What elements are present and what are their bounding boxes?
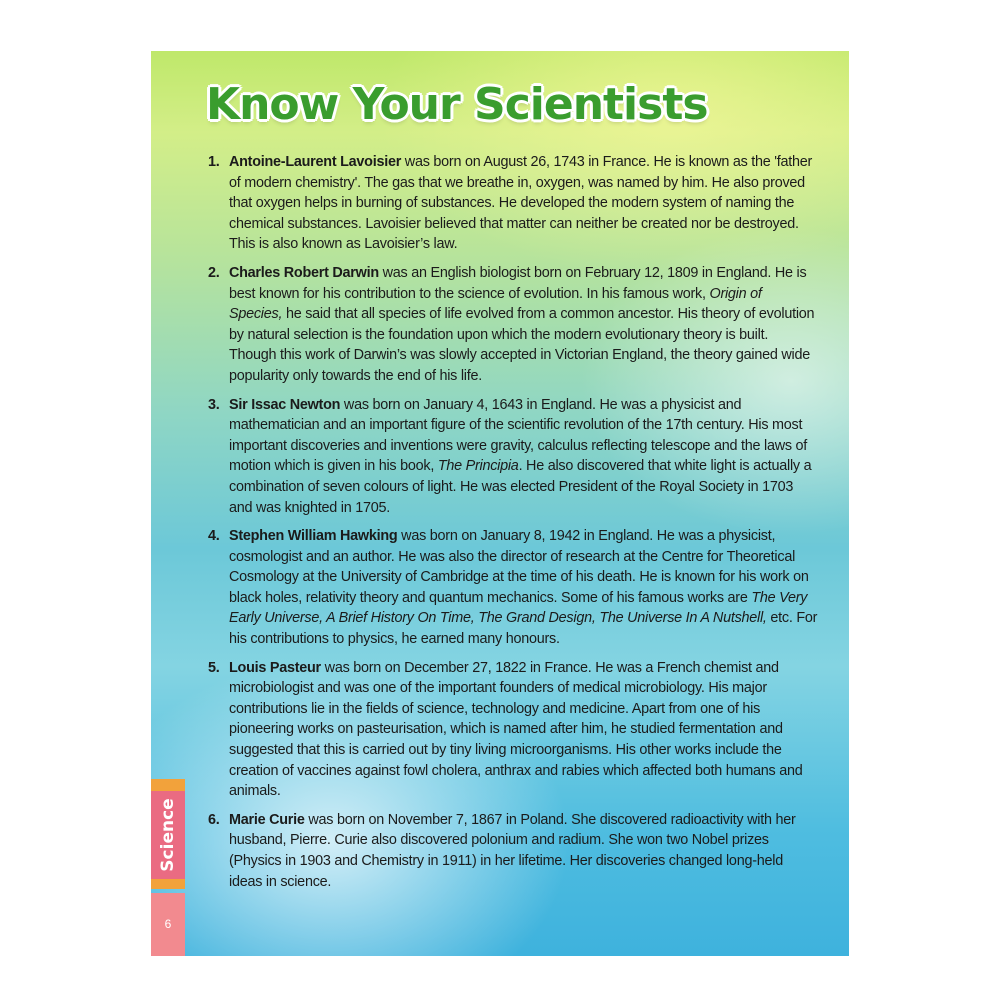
item-number: 4.	[208, 528, 220, 545]
scientist-name: Louis Pasteur	[229, 659, 321, 676]
book-page	[151, 51, 849, 956]
scientist-description: was born on January 4, 1643 in England. He was a physicist and mathematician and an important figure of the scientific revolution of the 17th century. His most important discoveries and inventions were gravity, calculus reflecting telescope and the laws of motion which is given in his book,	[229, 396, 808, 475]
page-number: 6	[164, 917, 172, 931]
item-number: 1.	[208, 154, 220, 170]
scientist-description: was born on November 7, 1867 in Poland. She discovered radioactivity with her husband, Pierre. Curie also discovered polonium and radium. She won two Nobel prizes (Physics in 1903 and Chemistry in 1911) in her lifetime. Her discoveries changed long-held ideas in science.	[229, 811, 796, 890]
scientist-description: was born on August 26, 1743 in France. He is known as the 'father of modern chemistry'. The gas that we breathe in, oxygen, was named by him. He also proved that oxygen helps in burning of substances. He developed the modern system of naming the chemical substances. Lavoisier believed that matter can neither be created nor be destroyed. This is also known as Lavoisier’s law.	[229, 154, 813, 253]
subject-side-tab	[151, 779, 185, 889]
book-title: The Principia	[437, 458, 519, 475]
list-item-darwin	[208, 263, 818, 387]
scientist-name: Marie Curie	[229, 811, 305, 828]
scientist-name: Stephen William Hawking	[229, 528, 398, 545]
list-item-newton	[208, 395, 818, 519]
page-number-box	[151, 893, 185, 956]
list-item-pasteur	[208, 658, 818, 802]
scientist-name: Charles Robert Darwin	[229, 264, 379, 281]
scientist-description-cont: he said that all species of life evolved from a common ancestor. His theory of evolution by natural selection is the foundation upon which the modern evolutionary theory is built. Though this work of Darwin’s was slowly accepted in Victorian England, the theory gained wide popularity only towards the end of his life.	[229, 306, 815, 384]
page-title: Know Your Scientists	[206, 79, 708, 130]
scientist-name: Antoine-Laurent Lavoisier	[229, 154, 402, 170]
scientist-description: was born on January 8, 1942 in England. He was a physicist, cosmologist and an author. He was also the director of research at the Centre for Theoretical Cosmology at the University of Cambridge at the time of his death. He is known for his work on black holes, relativity theory and quantum mechanics. Some of his famous works are	[229, 528, 809, 606]
subject-label: Science	[158, 798, 178, 872]
list-item-hawking	[208, 526, 818, 650]
scientist-description: was an English biologist born on February 12, 1809 in England. He is best known for his contribution to the science of evolution. In his famous work,	[229, 264, 807, 302]
item-number: 3.	[208, 396, 220, 413]
subject-side-tab-inner	[151, 791, 185, 879]
list-item-curie	[208, 810, 818, 892]
scientist-list	[208, 152, 818, 900]
book-title: The Very Early Universe, A Brief History On Time, The Grand Design, The Universe In A Nutshell,	[229, 589, 808, 627]
scientist-description-cont: . He also discovered that white light is actually a combination of seven colours of light. He was elected President of the Royal Society in 1703 and was knighted in 1705.	[229, 458, 812, 516]
item-number: 2.	[208, 264, 220, 281]
scientist-name: Sir Issac Newton	[229, 396, 341, 413]
item-number: 5.	[208, 659, 220, 676]
scientist-description-cont: etc. For his contributions to physics, he earned many honours.	[229, 610, 818, 648]
book-title: Origin of Species,	[229, 285, 762, 323]
item-number: 6.	[208, 811, 220, 828]
list-item-lavoisier	[208, 152, 818, 255]
scientist-description: was born on December 27, 1822 in France. He was a French chemist and microbiologist and was one of the important founders of medical microbiology. His major contributions lie in the fields of science, technology and medicine. Apart from one of his pioneering works on pasteurisation, which is named after him, he studied fermentation and suggested that this is carried out by tiny living microorganisms. His other works include the creation of vaccines against fowl cholera, anthrax and rabies which affected both humans and animals.	[229, 659, 803, 800]
